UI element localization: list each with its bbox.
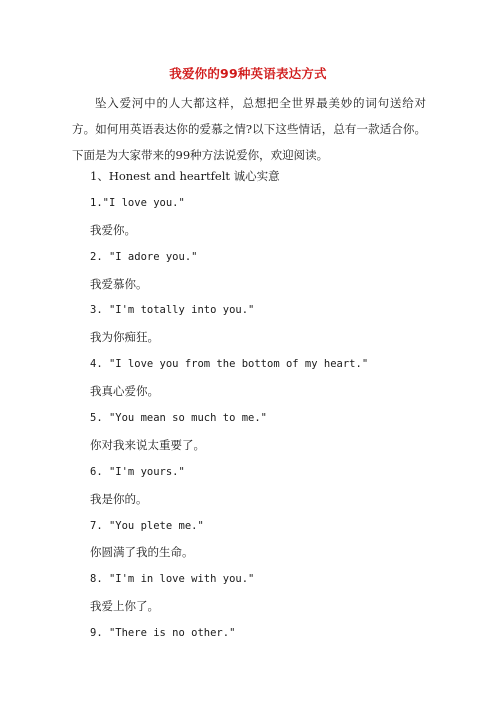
phrase-list — [90, 163, 426, 647]
phrase-english: 2. "I adore you." — [90, 250, 198, 263]
phrase-english: 7. "You plete me." — [90, 519, 204, 532]
section-heading: 1、Honest and heartfelt 诚心实意 — [90, 169, 280, 183]
intro-paragraph: 坠入爱河中的人大都这样，总想把全世界最美妙的词句送给对方。如何用英语表达你的爱慕之情?以下这些情话，总有一款适合你。下面是为大家带来的99种方法说爱你，欢迎阅读。 — [72, 96, 426, 162]
phrase-chinese: 我爱你。 — [90, 222, 136, 237]
phrase-english: 3. "I'm totally into you." — [90, 304, 255, 317]
phrase-english: 1."I love you." — [90, 196, 185, 209]
phrase-chinese: 你对我来说太重要了。 — [90, 437, 205, 452]
phrase-english: 9. "There is no other." — [90, 627, 236, 640]
phrase-chinese: 我是你的。 — [90, 491, 148, 506]
page-title: 我爱你的99种英语表达方式 — [169, 66, 327, 81]
phrase-english: 5. "You mean so much to me." — [90, 412, 268, 425]
phrase-english: 4. "I love you from the bottom of my heart." — [90, 358, 369, 371]
phrase-chinese: 你圆满了我的生命。 — [90, 545, 194, 560]
phrase-chinese: 我真心爱你。 — [90, 384, 159, 399]
phrase-chinese: 我爱上你了。 — [90, 599, 159, 614]
phrase-english: 8. "I'm in love with you." — [90, 573, 255, 586]
phrase-chinese: 我爱慕你。 — [90, 276, 148, 291]
phrase-english: 6. "I'm yours." — [90, 465, 185, 478]
phrase-chinese: 我为你痴狂。 — [90, 330, 159, 345]
